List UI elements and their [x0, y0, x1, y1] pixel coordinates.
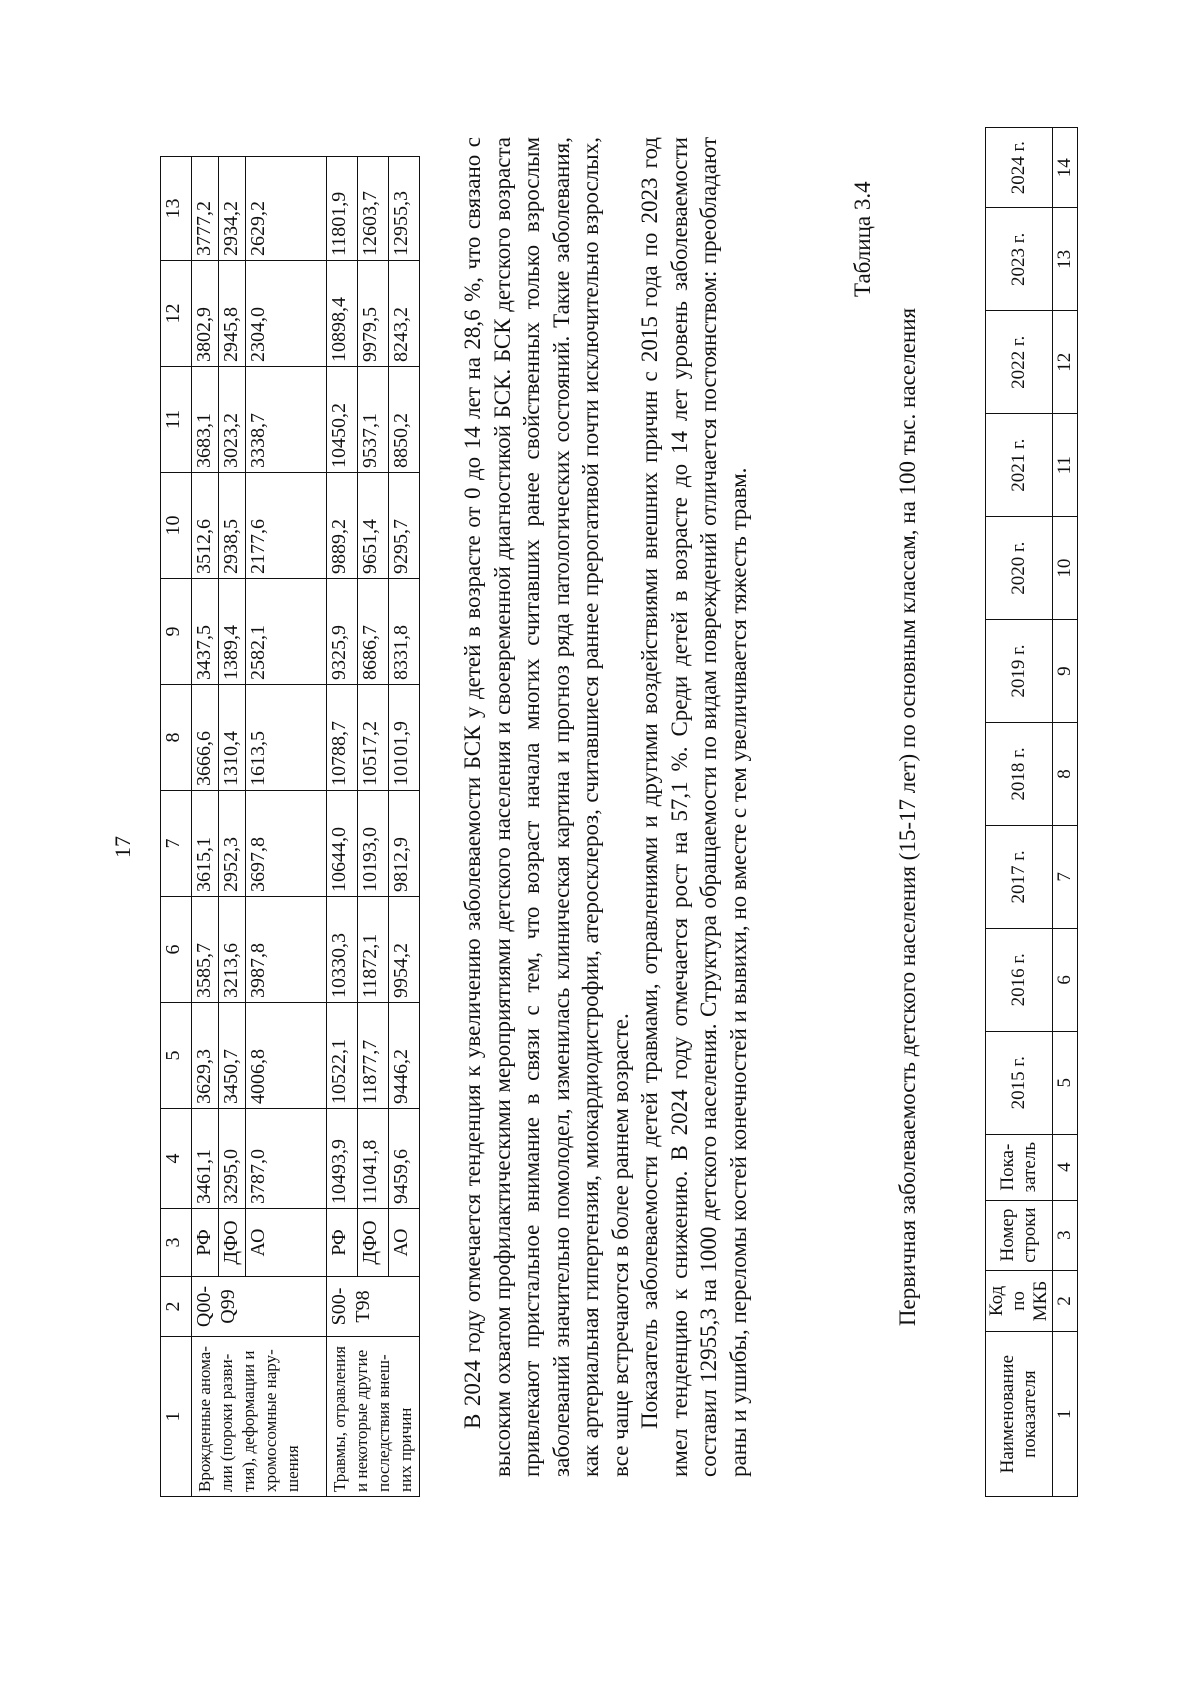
- region-cell: ДФО: [358, 1209, 389, 1277]
- header-cell: Код по МКБ: [986, 1270, 1053, 1332]
- number-cell: 8: [1053, 723, 1078, 826]
- icd-code: Q00-Q99: [192, 1277, 327, 1337]
- value-cell: 2945,8: [219, 261, 246, 367]
- header-cell: 2021 г.: [986, 414, 1053, 517]
- value-cell: 3338,7: [246, 367, 327, 473]
- header-cell: 2024 г.: [986, 128, 1053, 208]
- number-cell: 4: [1053, 1134, 1078, 1200]
- table-row: [1053, 128, 1078, 1497]
- value-cell: 12603,7: [358, 157, 389, 261]
- header-cell: 9: [161, 579, 192, 685]
- indicator-name: Врожденные анома-лии (пороки разви-тия), деформации и хромосомные нару-шения: [192, 1337, 327, 1497]
- header-cell: 11: [161, 367, 192, 473]
- page-number: 17: [110, 836, 135, 858]
- number-cell: 1: [1053, 1332, 1078, 1497]
- number-cell: 11: [1053, 414, 1078, 517]
- value-cell: 9537,1: [358, 367, 389, 473]
- number-cell: 7: [1053, 825, 1078, 928]
- value-cell: 11041,8: [358, 1109, 389, 1209]
- header-cell: 2022 г.: [986, 311, 1053, 414]
- value-cell: 10330,3: [327, 897, 358, 1003]
- value-cell: 3802,9: [192, 261, 219, 367]
- header-cell: 1: [161, 1337, 192, 1497]
- body-text: [458, 137, 753, 1477]
- value-cell: 10101,9: [389, 685, 420, 791]
- value-cell: 8686,7: [358, 579, 389, 685]
- value-cell: 2934,2: [219, 157, 246, 261]
- indicator-name: Травмы, отравления и некоторые другие последствия внеш-них причин: [327, 1337, 420, 1497]
- value-cell: 3683,1: [192, 367, 219, 473]
- value-cell: 9979,5: [358, 261, 389, 367]
- table-title: Первичная заболеваемость детского населения (15-17 лет) по основным классам, на 100 тыс. населения: [895, 307, 920, 1327]
- header-cell: 2016 г.: [986, 928, 1053, 1031]
- table-header-row: [986, 128, 1053, 1497]
- header-cell: Наименование показателя: [986, 1332, 1053, 1497]
- region-cell: РФ: [327, 1209, 358, 1277]
- number-cell: 14: [1053, 128, 1078, 208]
- region-cell: РФ: [192, 1209, 219, 1277]
- table-header-row: [161, 157, 192, 1497]
- value-cell: 3787,0: [246, 1109, 327, 1209]
- value-cell: 3697,8: [246, 791, 327, 897]
- primary-incidence-table: [985, 127, 1078, 1497]
- value-cell: 3615,1: [192, 791, 219, 897]
- number-cell: 5: [1053, 1031, 1078, 1134]
- value-cell: 10193,0: [358, 791, 389, 897]
- value-cell: 11801,9: [327, 157, 358, 261]
- region-cell: ДФО: [219, 1209, 246, 1277]
- value-cell: 3213,6: [219, 897, 246, 1003]
- value-cell: 9812,9: [389, 791, 420, 897]
- number-cell: 3: [1053, 1200, 1078, 1270]
- table-label: Таблица 3.4: [850, 181, 875, 297]
- header-cell: 2: [161, 1277, 192, 1337]
- value-cell: 9459,6: [389, 1109, 420, 1209]
- table-row: [327, 157, 358, 1497]
- value-cell: 2582,1: [246, 579, 327, 685]
- value-cell: 2938,5: [219, 473, 246, 579]
- icd-code: S00-T98: [327, 1277, 420, 1337]
- header-cell: 2020 г.: [986, 517, 1053, 620]
- value-cell: 3450,7: [219, 1003, 246, 1109]
- value-cell: 3461,1: [192, 1109, 219, 1209]
- value-cell: 10644,0: [327, 791, 358, 897]
- value-cell: 3512,6: [192, 473, 219, 579]
- value-cell: 3585,7: [192, 897, 219, 1003]
- header-cell: Номер строки: [986, 1200, 1053, 1270]
- value-cell: 11872,1: [358, 897, 389, 1003]
- header-cell: Пока-затель: [986, 1134, 1053, 1200]
- value-cell: 10493,9: [327, 1109, 358, 1209]
- paragraph: В 2024 году отмечается тенденция к увеличению заболеваемости БСК у детей в возрасте от 0 до 14 лет на 28,6 %, что связано с высоким охватом профилактическими мероприятиями детского населения и своевременной диагностикой БСК. БСК детского возраста привлекают пристальное внимание в связи с тем, что возраст начала многих считавших ранее свойственных только взрослым заболеваний значительно помолодел, изменилась клиническая картина и прогноз ряда патологических состояний. Такие заболевания, как артериальная гипертензия, миокардиодистрофии, атеросклероз, считавшиеся раннее прерогативой почти исключительно взрослых, все чаще встречаются в более раннем возрасте.: [460, 137, 633, 1477]
- value-cell: 8331,8: [389, 579, 420, 685]
- value-cell: 3437,5: [192, 579, 219, 685]
- value-cell: 4006,8: [246, 1003, 327, 1109]
- value-cell: 10517,2: [358, 685, 389, 791]
- header-cell: 2015 г.: [986, 1031, 1053, 1134]
- table-row: [192, 157, 219, 1497]
- header-cell: 10: [161, 473, 192, 579]
- number-cell: 2: [1053, 1270, 1078, 1332]
- header-cell: 3: [161, 1209, 192, 1277]
- value-cell: 2177,6: [246, 473, 327, 579]
- value-cell: 3295,0: [219, 1109, 246, 1209]
- header-cell: 13: [161, 157, 192, 261]
- region-cell: АО: [246, 1209, 327, 1277]
- header-cell: 2023 г.: [986, 208, 1053, 311]
- value-cell: 3629,3: [192, 1003, 219, 1109]
- value-cell: 3987,8: [246, 897, 327, 1003]
- value-cell: 3666,6: [192, 685, 219, 791]
- value-cell: 9325,9: [327, 579, 358, 685]
- value-cell: 1310,4: [219, 685, 246, 791]
- value-cell: 9446,2: [389, 1003, 420, 1109]
- value-cell: 9954,2: [389, 897, 420, 1003]
- header-cell: 7: [161, 791, 192, 897]
- header-cell: 8: [161, 685, 192, 791]
- paragraph: Показатель заболеваемости детей травмами, отравлениями и другими воздействиями внешних причин с 2015 года по 2023 год имел тенденцию к снижению. В 2024 году отмечается рост на 57,1 %. Среди детей в возрасте до 14 лет уровень заболеваемости составил 12955,3 на 1000 детского населения. Структура обращаемости по видам повреждений отличается постоянством: преобладают раны и ушибы, переломы костей конечностей и вывихи, но вместе с тем увеличивается тяжесть травм.: [637, 137, 751, 1477]
- value-cell: 9295,7: [389, 473, 420, 579]
- value-cell: 2629,2: [246, 157, 327, 261]
- header-cell: 6: [161, 897, 192, 1003]
- value-cell: 8850,2: [389, 367, 420, 473]
- value-cell: 2952,3: [219, 791, 246, 897]
- incidence-table: [160, 156, 420, 1497]
- header-cell: 2017 г.: [986, 825, 1053, 928]
- number-cell: 10: [1053, 517, 1078, 620]
- header-cell: 2018 г.: [986, 723, 1053, 826]
- number-cell: 12: [1053, 311, 1078, 414]
- value-cell: 3023,2: [219, 367, 246, 473]
- value-cell: 9889,2: [327, 473, 358, 579]
- number-cell: 9: [1053, 620, 1078, 723]
- value-cell: 8243,2: [389, 261, 420, 367]
- value-cell: 10522,1: [327, 1003, 358, 1109]
- value-cell: 2304,0: [246, 261, 327, 367]
- number-cell: 13: [1053, 208, 1078, 311]
- value-cell: 10788,7: [327, 685, 358, 791]
- header-cell: 12: [161, 261, 192, 367]
- value-cell: 10450,2: [327, 367, 358, 473]
- value-cell: 10898,4: [327, 261, 358, 367]
- value-cell: 1613,5: [246, 685, 327, 791]
- value-cell: 1389,4: [219, 579, 246, 685]
- value-cell: 9651,4: [358, 473, 389, 579]
- header-cell: 5: [161, 1003, 192, 1109]
- header-cell: 2019 г.: [986, 620, 1053, 723]
- value-cell: 11877,7: [358, 1003, 389, 1109]
- number-cell: 6: [1053, 928, 1078, 1031]
- value-cell: 12955,3: [389, 157, 420, 261]
- header-cell: 4: [161, 1109, 192, 1209]
- value-cell: 3777,2: [192, 157, 219, 261]
- region-cell: АО: [389, 1209, 420, 1277]
